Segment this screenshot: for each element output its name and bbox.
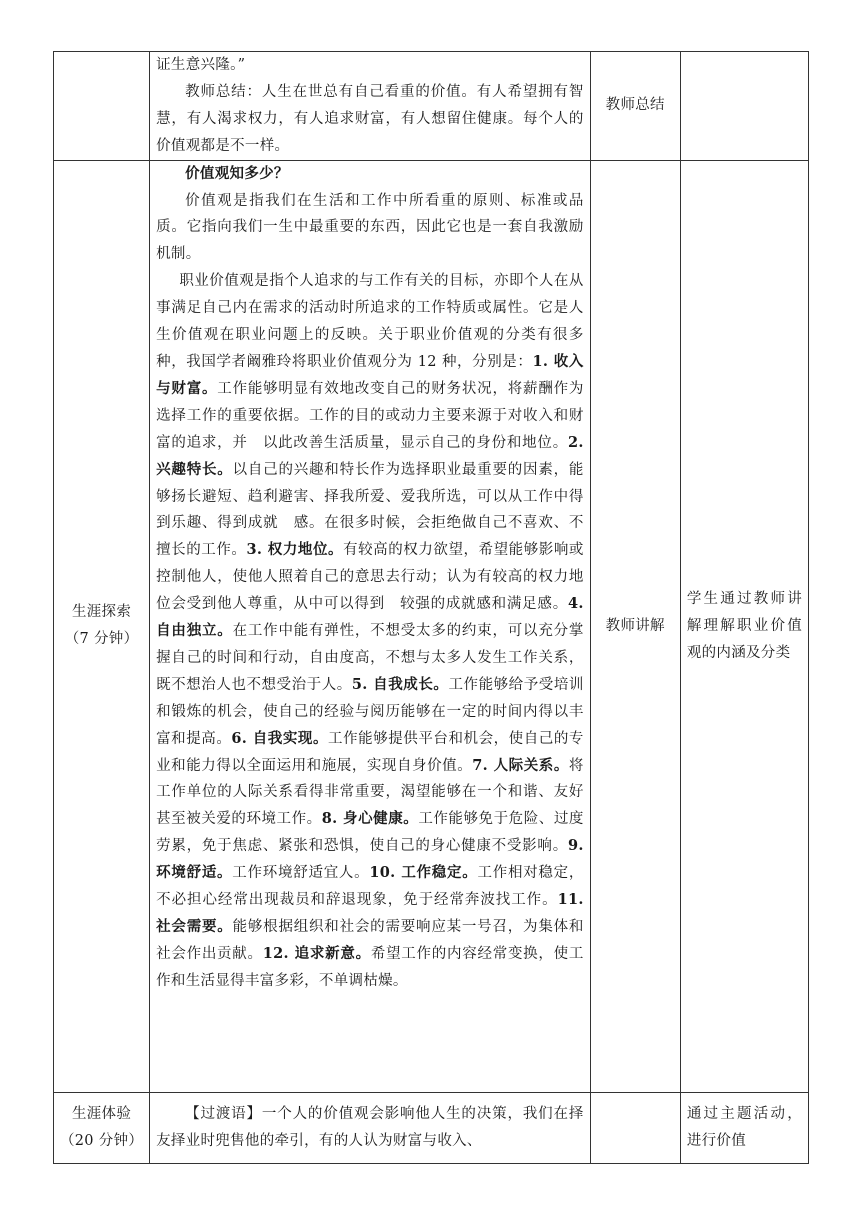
content-cell (150, 160, 591, 1092)
activity-text: 教师总结 (605, 97, 665, 114)
content-cell (150, 52, 591, 161)
content-cell (150, 1092, 591, 1163)
teacher-summary: 教师总结：人生在世总有自己看重的价值。有人希望拥有智慧，有人渴求权力，有人追求财富，有人想留住健康。每个人的价值观都是不一样。 (156, 83, 584, 154)
stage-cell (54, 52, 150, 161)
paragraph-definition: 价值观是指我们在生活和工作中所看重的原则、标准或品质。它指向我们一生中最重要的东西，因此它也是一套自我激励机制。 (156, 192, 584, 263)
stage-name: 生涯体验 (71, 1105, 132, 1122)
table-row (54, 52, 809, 161)
goal-cell (680, 1092, 808, 1163)
table-row (54, 1092, 809, 1163)
stage-name: 生涯探索 (71, 604, 132, 621)
stage-time: （7 分钟） (64, 631, 139, 648)
stage-cell (54, 1092, 150, 1163)
goal-cell (680, 52, 808, 161)
goal-text: 通过主题活动，进行价值 (686, 1105, 802, 1149)
table-row (54, 160, 809, 1092)
activity-cell (590, 1092, 680, 1163)
activity-cell (590, 160, 680, 1092)
paragraph-career-values: 职业价值观是指个人追求的与工作有关的目标，亦即个人在从事满足自己内在需求的活动时所追求的工作特质或属性。它是人生价值观在职业问题上的反映。关于职业价值观的分类有很多种，我国学者阚雅玲将职业价值观分为 12 种，分别是：1. 收入与财富。工作能够明显有效地改变自己的财务状况，将薪酬作为选择工作的重要依据。工作的目的或动力主要来源于对收入和财富的追求，并 以此改善生活质量，显示自己的身份和地位。2. 兴趣特长。以自己的兴趣和特长作为选择职业最重要的因素，能够扬长避短、趋利避害、择我所爱、爱我所选，可以从工作中得到乐趣、得到成就 感。在很多时候，会拒绝做自己不喜欢、不擅长的工作。3. 权力地位。有较高的权力欲望，希望能够影响或控制他人，使他人照着自己的意思去行动；认为有较高的权力地位会受到他人尊重，从中可以得到 较强的成就感和满足感。4. 自由独立。在工作中能有弹性，不想受太多的约束，可以充分掌握自己的时间和行动，自由度高，不想与太多人发生工作关系，既不想治人也不想受治于人。5. 自我成长。工作能够给予受培训和锻炼的机会，使自己的经验与阅历能够在一定的时间内得以丰富和提高。6. 自我实现。工作能够提供平台和机会，使自己的专业和能力得以全面运用和施展，实现自身价值。7. 人际关系。将工作单位的人际关系看得非常重要，渴望能够在一个和谐、友好甚至被关爱的环境工作。8. 身心健康。工作能够免于危险、过度劳累，免于焦虑、紧张和恐惧，使自己的身心健康不受影响。9. 环境舒适。工作环境舒适宜人。10. 工作稳定。工作相对稳定，不必担心经常出现裁员和辞退现象，免于经常奔波找工作。11. 社会需要。能够根据组织和社会的需要响应某一号召，为集体和社会作出贡献。12. 追求新意。希望工作的内容经常变换，使工作和生活显得丰富多彩，不单调枯燥。 (156, 273, 584, 989)
goal-text: 学生通过教师讲解理解职业价值观的内涵及分类 (686, 590, 802, 661)
stage-time: （20 分钟） (59, 1132, 144, 1149)
transition-text: 【过渡语】一个人的价值观会影响他人生的决策，我们在择友择业时兜售他的牵引，有的人认为财富与收入、 (156, 1105, 584, 1149)
section-heading: 价值观知多少？ (185, 164, 289, 182)
goal-cell (680, 160, 808, 1092)
activity-cell (590, 52, 680, 161)
lesson-plan-table (53, 51, 809, 1164)
stage-cell (54, 160, 150, 1092)
content-line: 证生意兴隆。” (156, 57, 246, 73)
activity-text: 教师讲解 (605, 617, 665, 634)
